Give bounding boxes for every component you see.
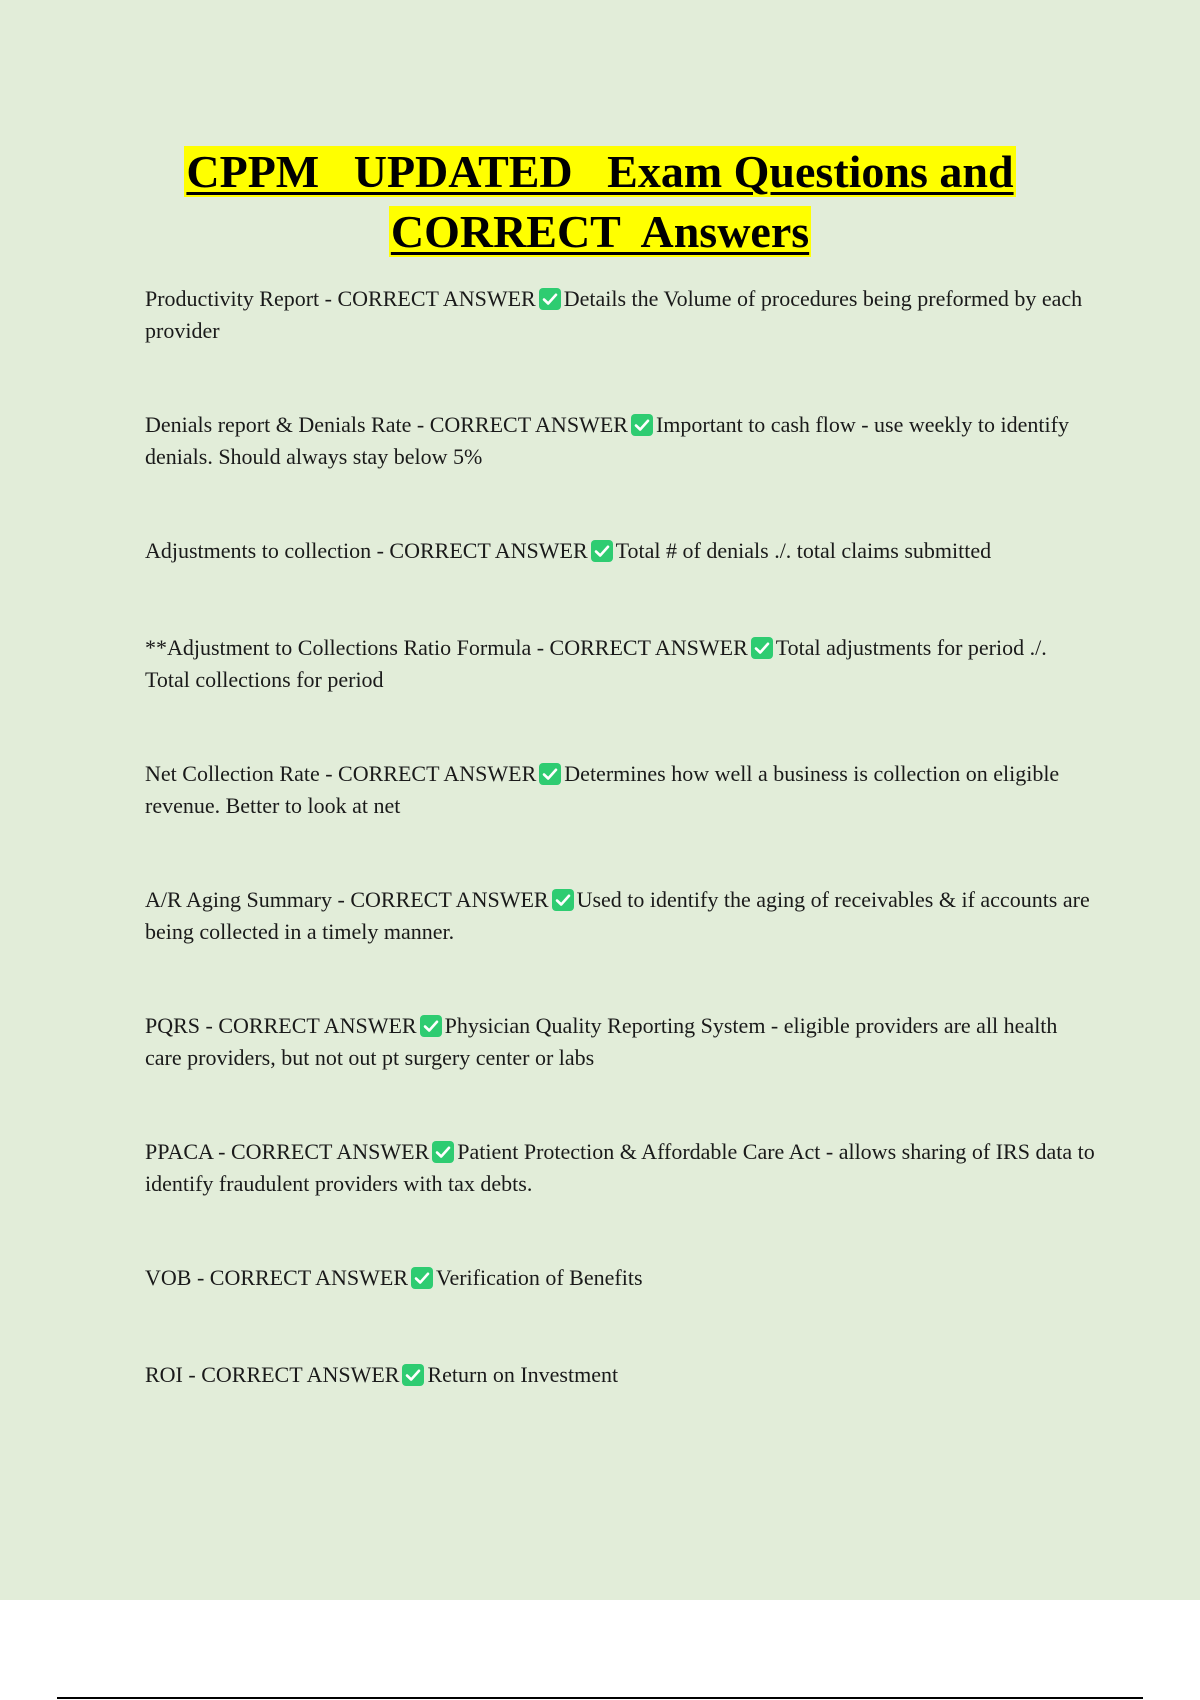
qa-item: [145, 758, 1095, 822]
checkmark-icon: [591, 540, 613, 562]
question-text: VOB - CORRECT ANSWER: [145, 1265, 409, 1290]
question-text: A/R Aging Summary - CORRECT ANSWER: [145, 887, 549, 912]
checkmark-icon: [402, 1364, 424, 1386]
qa-item: [145, 409, 1095, 473]
answer-text: Used to identify the aging of receivables & if accounts are being collected in a timely manner.: [145, 887, 1090, 944]
answer-text: Determines how well a business is collection on eligible revenue. Better to look at net: [145, 761, 1060, 818]
checkmark-icon: [411, 1267, 433, 1289]
answer-text: Details the Volume of procedures being preformed by each provider: [145, 286, 1083, 343]
answer-text: Patient Protection & Affordable Care Act - allows sharing of IRS data to identify fraudulent providers with tax debts.: [145, 1139, 1095, 1196]
question-text: Productivity Report - CORRECT ANSWER: [145, 286, 536, 311]
question-text: Denials report & Denials Rate - CORRECT ANSWER: [145, 412, 628, 437]
answer-text: Total # of denials ./. total claims submitted: [615, 538, 992, 563]
qa-item: [145, 1262, 1095, 1294]
checkmark-icon: [539, 288, 561, 310]
qa-item: [145, 1359, 1095, 1391]
question-text: Adjustments to collection - CORRECT ANSWER: [145, 538, 588, 563]
qa-item: [145, 283, 1095, 347]
qa-item: [145, 884, 1095, 948]
answer-text: Verification of Benefits: [436, 1265, 643, 1290]
question-text: PPACA - CORRECT ANSWER: [145, 1139, 430, 1164]
qa-item: [145, 1010, 1095, 1074]
checkmark-icon: [539, 763, 561, 785]
checkmark-icon: [420, 1015, 442, 1037]
question-text: **Adjustment to Collections Ratio Formula - CORRECT ANSWER: [145, 635, 748, 660]
question-text: PQRS - CORRECT ANSWER: [145, 1013, 417, 1038]
answer-text: Physician Quality Reporting System - eligible providers are all health care providers, but not out pt surgery center or labs: [145, 1013, 1058, 1070]
checkmark-icon: [751, 637, 773, 659]
title-line-2: CORRECT Answers: [390, 206, 810, 257]
checkmark-icon: [631, 414, 653, 436]
footer-divider: [57, 1697, 1143, 1699]
checkmark-icon: [552, 889, 574, 911]
document-title: [0, 142, 1200, 262]
qa-item: [145, 1136, 1095, 1200]
qa-item: [145, 535, 1095, 567]
answer-text: Important to cash flow - use weekly to identify denials. Should always stay below 5%: [145, 412, 1069, 469]
question-text: Net Collection Rate - CORRECT ANSWER: [145, 761, 537, 786]
checkmark-icon: [432, 1141, 454, 1163]
qa-item: [145, 632, 1095, 696]
answer-text: Return on Investment: [427, 1362, 619, 1387]
title-line-1: CPPM UPDATED Exam Questions and: [186, 146, 1014, 197]
question-text: ROI - CORRECT ANSWER: [145, 1362, 400, 1387]
answer-text: Total adjustments for period ./. Total collections for period: [145, 635, 1047, 692]
qa-list: [145, 283, 1095, 1456]
